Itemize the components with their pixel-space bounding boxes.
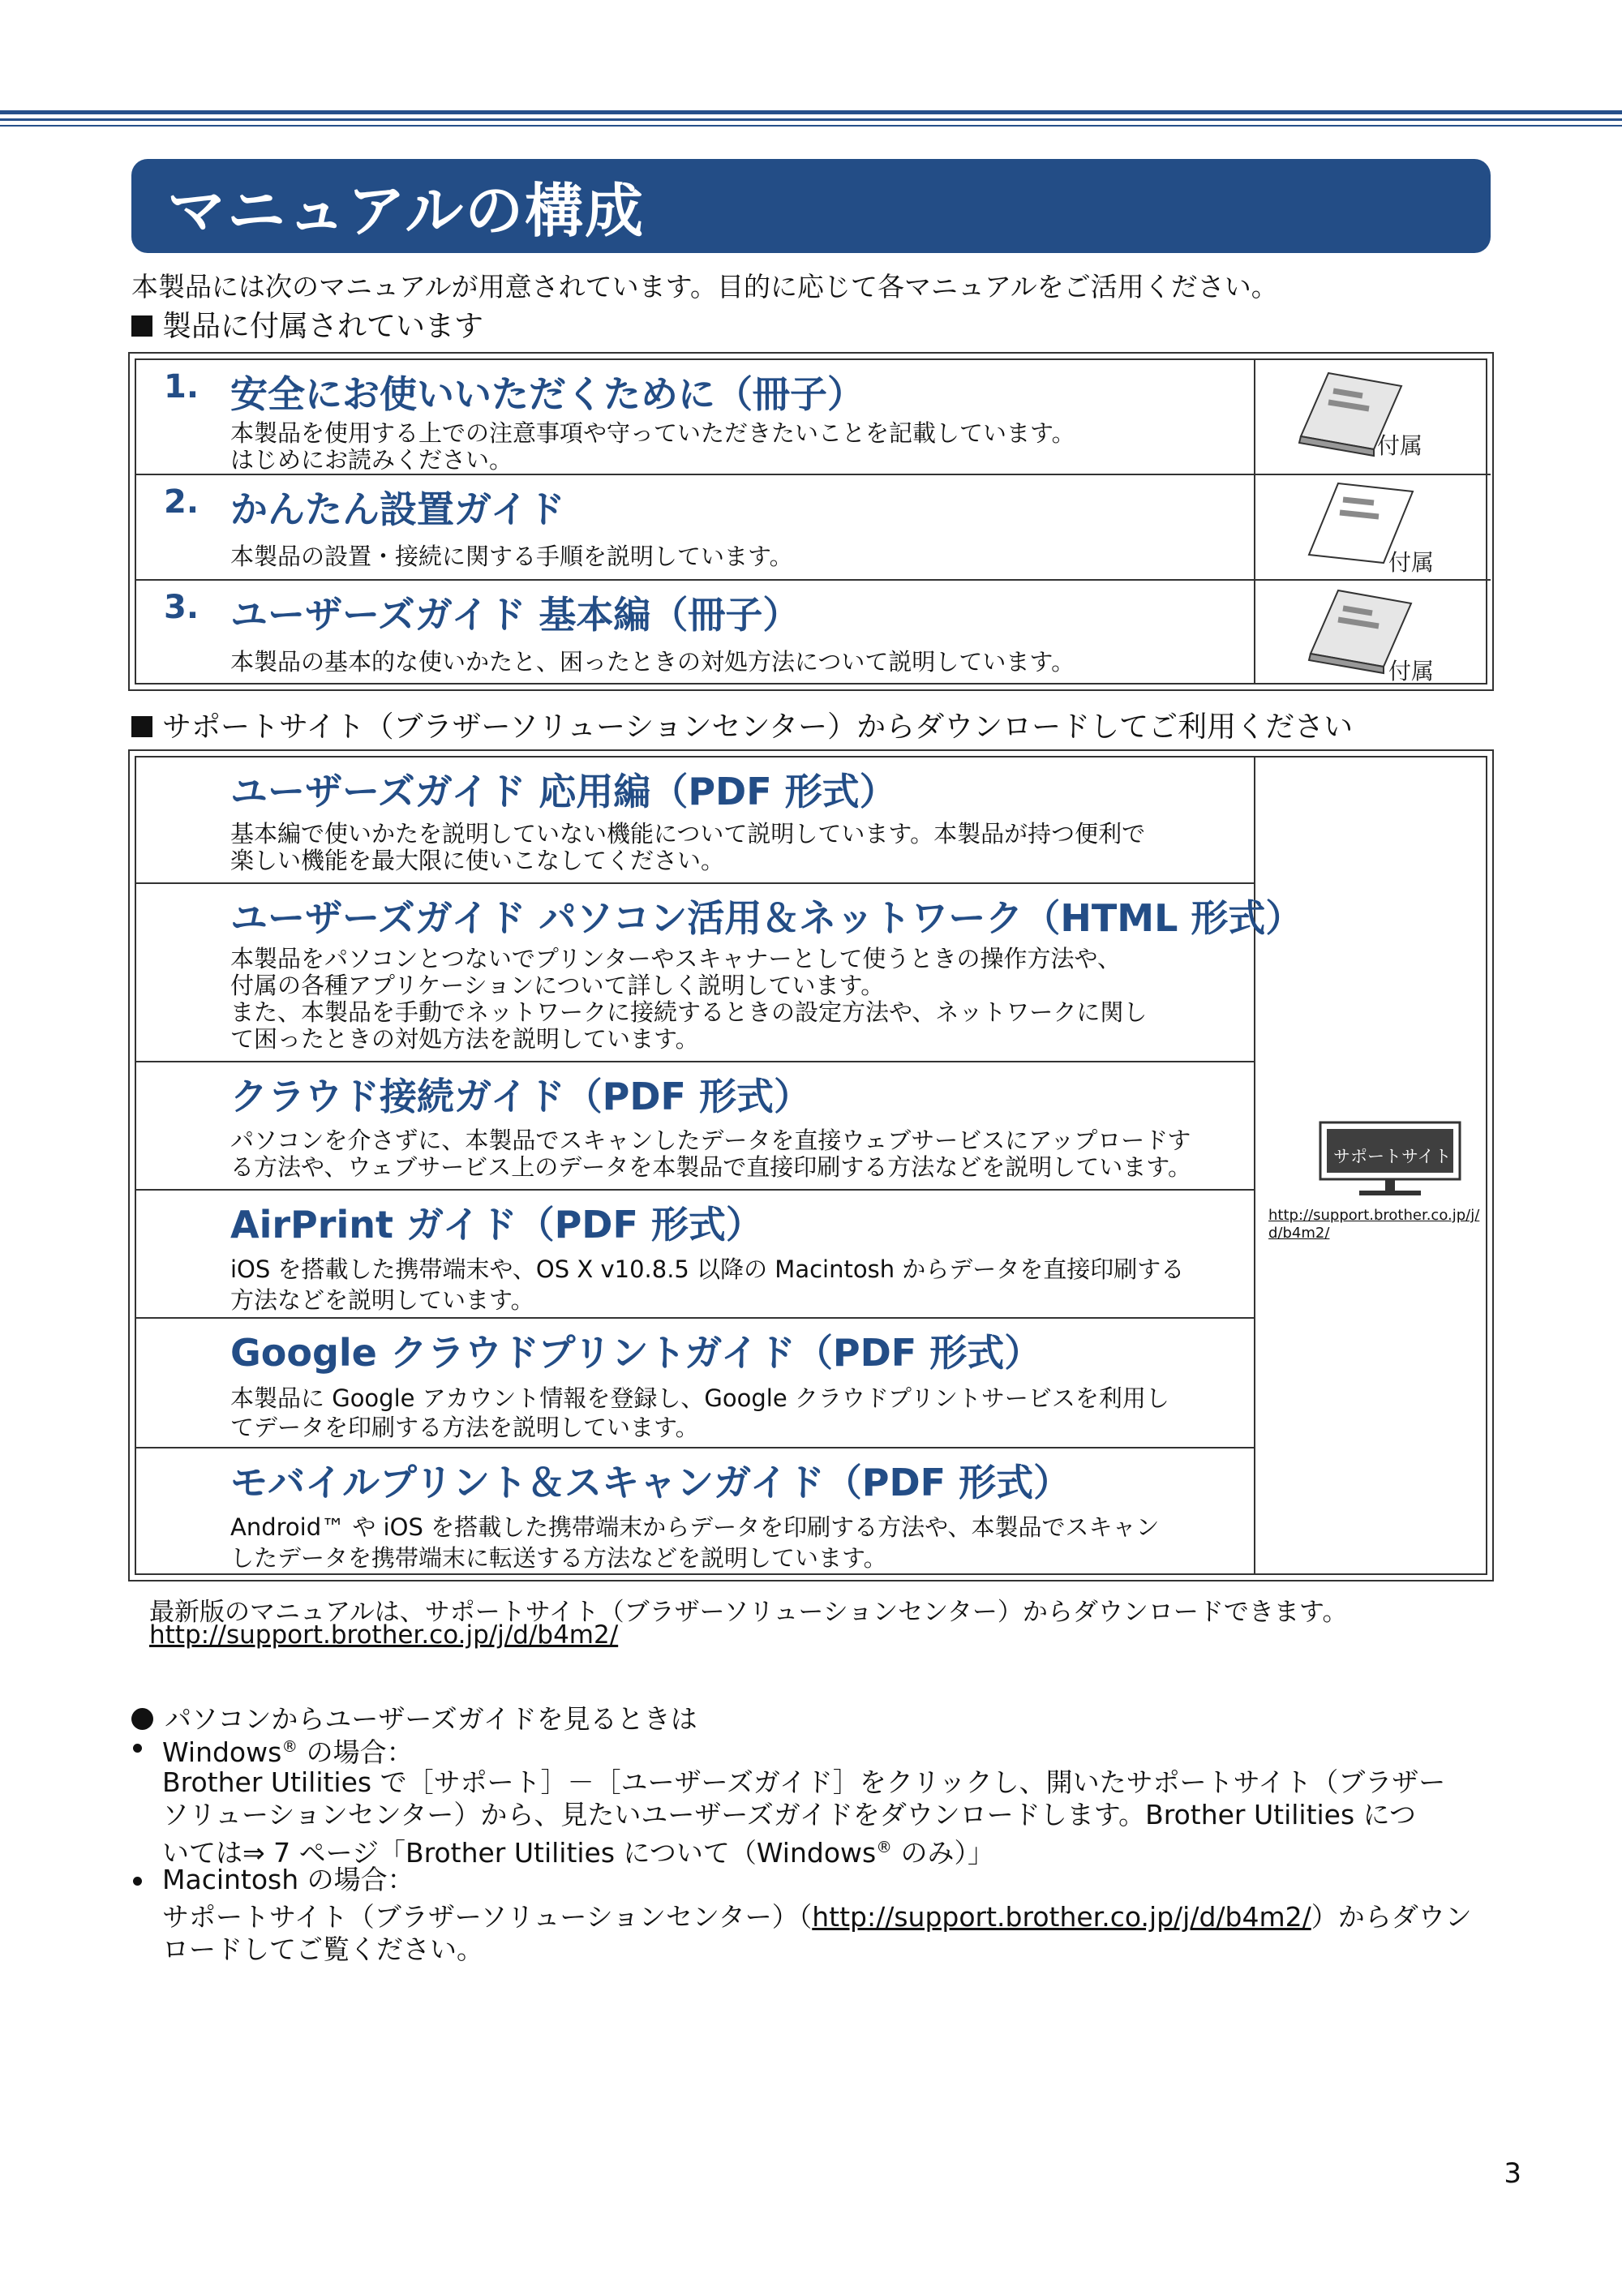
- circle-bullet-icon: [131, 1708, 153, 1730]
- latest-manual-note: 最新版のマニュアルは、サポートサイト（ブラザーソリューションセンター）からダウンロードできます。: [149, 1598, 1348, 1627]
- table-row: [136, 757, 1254, 884]
- manual-title: 安全にお使いいただくために（冊子）: [230, 372, 865, 416]
- section1-heading: 製品に付属されています: [131, 303, 483, 345]
- bundled-manuals-table: [128, 352, 1494, 691]
- monitor-label: サポートサイト: [1333, 1147, 1452, 1166]
- manual-description: 本製品の設置・接続に関する手順を説明しています。: [230, 543, 793, 570]
- table-row: [136, 1062, 1254, 1191]
- manual-title: ユーザーズガイド 基本編（冊子）: [230, 593, 800, 637]
- bundled-label: 付属: [1388, 658, 1435, 685]
- pc-section-heading: パソコンからユーザーズガイドを見るときは: [131, 1698, 697, 1736]
- page-number: 3: [1504, 2157, 1521, 2190]
- manual-title: Google クラウドプリントガイド（PDF 形式）: [230, 1331, 1042, 1375]
- download-manuals-table: [128, 749, 1494, 1581]
- manual-description: 本製品をパソコンとつないでプリンターやスキャナーとして使うときの操作方法や、 付属の各種アプリケーションについて詳しく説明しています。 また、本製品を手動でネットワークに接続するときの設定方法や、ネットワークに関し て困ったときの対処方法を説明しています。: [230, 945, 1148, 1053]
- support-url-link[interactable]: http://support.brother.co.jp/j/d/b4m2/: [812, 1901, 1311, 1933]
- bundled-label: 付属: [1377, 432, 1423, 459]
- square-bullet-icon: [131, 716, 152, 737]
- manual-title: モバイルプリント＆スキャンガイド（PDF 形式）: [230, 1461, 1071, 1504]
- mac-item: Macintosh の場合：: [162, 1864, 414, 1896]
- manual-title: ユーザーズガイド 応用編（PDF 形式）: [230, 770, 897, 813]
- manual-title: かんたん設置ガイド: [230, 487, 565, 531]
- manual-title: クラウド接続ガイド（PDF 形式）: [230, 1075, 811, 1118]
- mac-text: サポートサイト（ブラザーソリューションセンター）（http://support.brother.co.jp/j/d/b4m2/）からダウン ロードしてご覧ください。: [162, 1901, 1472, 1965]
- table-row: [136, 1319, 1254, 1448]
- table-row: [136, 1191, 1254, 1319]
- header-rules: [0, 110, 1622, 127]
- table-row: [136, 1448, 1254, 1577]
- manual-description: 本製品を使用する上での注意事項や守っていただきたいことを記載しています。 はじめにお読みください。: [230, 419, 1075, 474]
- square-bullet-icon: [131, 315, 152, 337]
- table-row: 1. 安全にお使いいただくために（冊子） 本製品を使用する上での注意事項や守っていただきたいことを記載しています。 はじめにお読みください。: [136, 360, 1254, 475]
- windows-text: Brother Utilities で［サポート］－［ユーザーズガイド］をクリックし、開いたサポートサイト（ブラザー ソリューションセンター）から、見たいユーザーズガイドをダウンロードします。Brother Utilities につ いては⇒ 7 ページ「Brother Utilities について（Windows® のみ）」: [162, 1766, 1446, 1869]
- support-url-link[interactable]: http://support.brother.co.jp/j/ d/b4m2/: [1268, 1207, 1480, 1242]
- latest-manual-url-link[interactable]: http://support.brother.co.jp/j/d/b4m2/: [149, 1620, 619, 1650]
- manual-description: 本製品の基本的な使いかたと、困ったときの対処方法について説明しています。: [230, 648, 1075, 676]
- manual-title: AirPrint ガイド（PDF 形式）: [230, 1203, 763, 1247]
- manual-description: 本製品に Google アカウント情報を登録し、Google クラウドプリントサービスを利用し てデータを印刷する方法を説明しています。: [230, 1384, 1169, 1441]
- manual-description: パソコンを介さずに、本製品でスキャンしたデータを直接ウェブサービスにアップロードす る方法や、ウェブサービス上のデータを本製品で直接印刷する方法などを説明しています。: [230, 1127, 1191, 1181]
- bullet-icon: [133, 1877, 142, 1886]
- table-row: 2. かんたん設置ガイド 本製品の設置・接続に関する手順を説明しています。: [136, 475, 1254, 581]
- table-row: 3. ユーザーズガイド 基本編（冊子） 本製品の基本的な使いかたと、困ったときの対処方法について説明しています。: [136, 581, 1254, 686]
- manual-title: ユーザーズガイド パソコン活用＆ネットワーク（HTML 形式）: [230, 896, 1303, 940]
- page-title-bar: [131, 159, 1491, 253]
- section2-heading: サポートサイト（ブラザーソリューションセンター）からダウンロードしてご利用ください: [131, 704, 1353, 745]
- manual-description: iOS を搭載した携帯端末や、OS X v10.8.5 以降の Macintosh からデータを直接印刷する 方法などを説明しています。: [230, 1255, 1185, 1314]
- page-title: マニュアルの構成: [167, 177, 646, 245]
- table-row: [136, 884, 1303, 1062]
- manual-description: 基本編で使いかたを説明していない機能について説明しています。本製品が持つ便利で 楽しい機能を最大限に使いこなしてください。: [230, 820, 1146, 874]
- bullet-icon: [133, 1744, 142, 1753]
- bundled-label: 付属: [1388, 549, 1435, 576]
- manual-description: Android™ や iOS を搭載した携帯端末からデータを印刷する方法や、本製品でスキャン したデータを携帯端末に転送する方法などを説明しています。: [230, 1513, 1160, 1572]
- windows-item: Windows® の場合：: [162, 1731, 414, 1769]
- intro-text: 本製品には次のマニュアルが用意されています。目的に応じて各マニュアルをご活用ください。: [131, 271, 1278, 303]
